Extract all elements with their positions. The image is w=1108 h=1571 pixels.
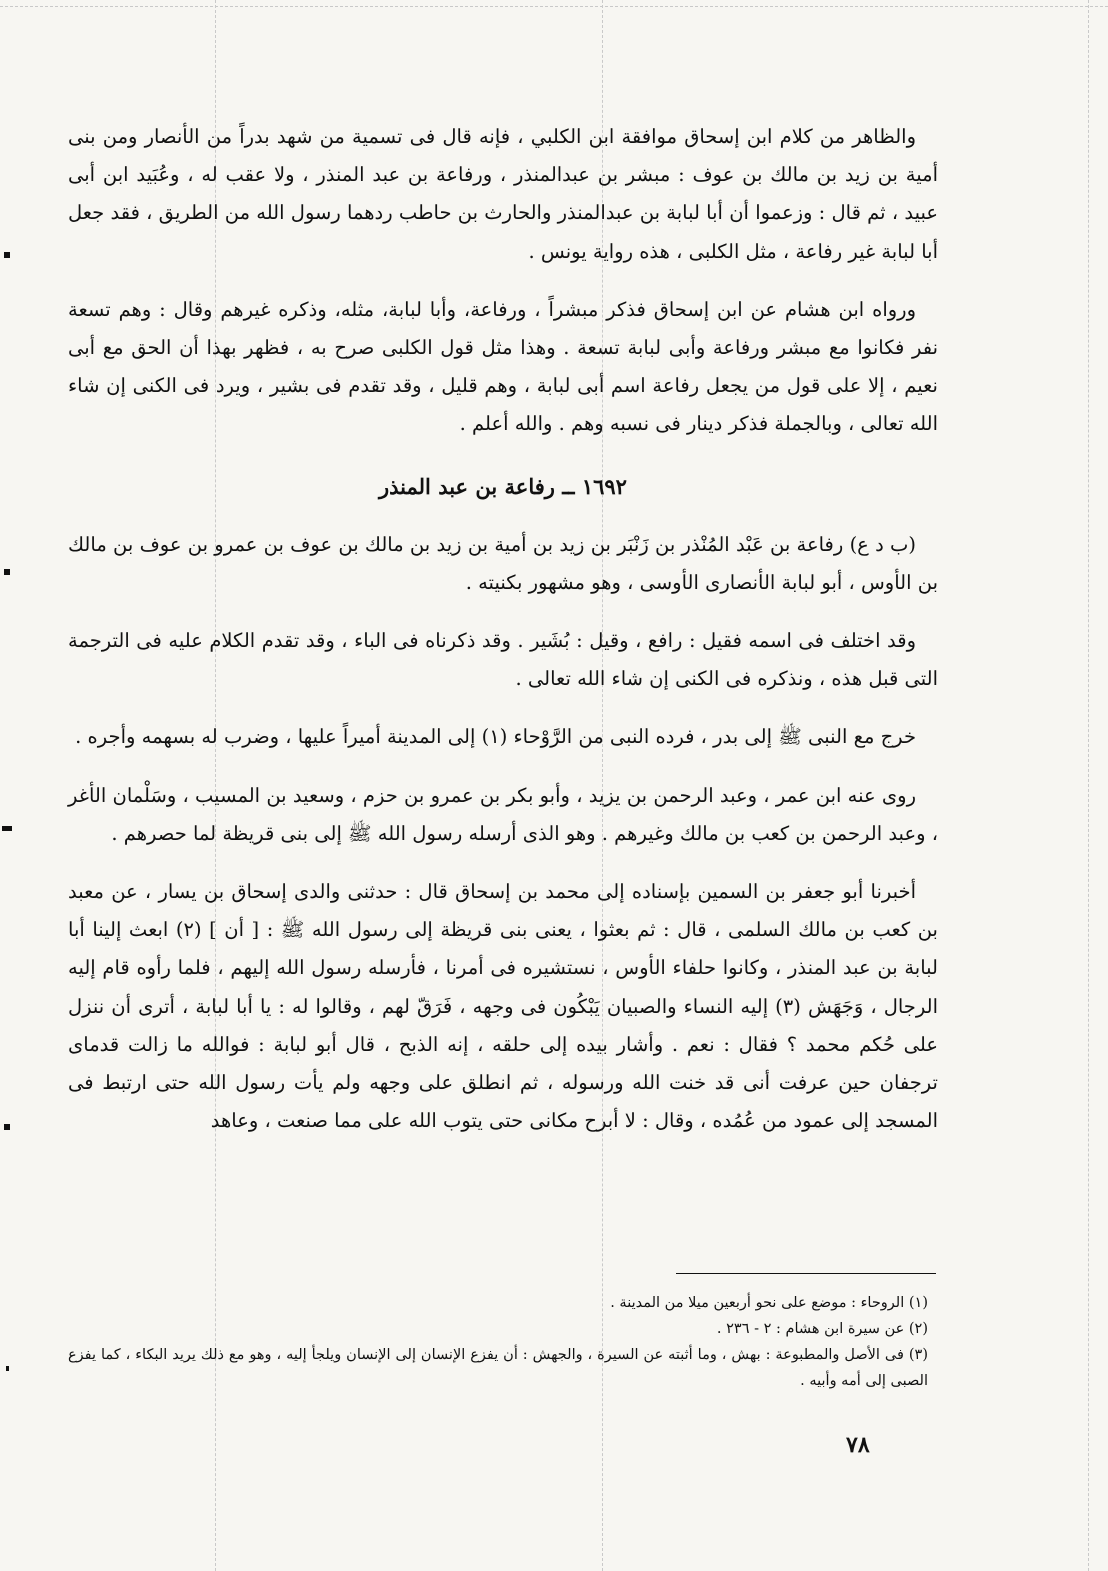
paragraph: روى عنه ابن عمر ، وعبد الرحمن بن يزيد ، وأبو بكر بن عمرو بن حزم ، وسعيد بن المسيب ، وسَلْمان الأغر ، وعبد الرحمن بن كعب بن مالك وغيرهم . وهو الذى أرسله رسول الله ﷺ إلى بنى قريظة لما حصرهم . <box>68 783 938 845</box>
entry-heading: ١٦٩٢ ــ رفاعة بن عبد المنذر <box>379 473 627 499</box>
scan-guide <box>1088 0 1089 1571</box>
footnote: (٢) عن سيرة ابن هشام : ٢ - ٢٣٦ . <box>716 1321 928 1337</box>
margin-mark <box>4 252 10 258</box>
footnotes <box>68 1290 928 1394</box>
paragraph: والظاهر من كلام ابن إسحاق موافقة ابن الكلبي ، فإنه قال فى تسمية من شهد بدراً من الأنصار ومن بنى أمية بن زيد بن مالك بن عوف : مبشر بن عبدالمنذر ، ورفاعة بن عبد المنذر ، ولا عقب له ، وعُبَيد ابن أبى عبيد ، ثم قال : وزعموا أن أبا لبابة بن عبدالمنذر والحارث بن حاطب ردهما رسول الله من الطريق ، فقد جعل أبا لبابة غير رفاعة ، مثل الكلبى ، هذه رواية يونس . <box>68 125 938 263</box>
margin-mark <box>6 1366 9 1371</box>
page-body <box>68 118 938 1140</box>
footnote: (٣) فى الأصل والمطبوعة : بهش ، وما أثبته عن السيرة ، والجهش : أن يفزع الإنسان إلى الإنسان ويلجأ إليه ، وهو مع ذلك يريد البكاء ، كما يفزع الصبى إلى أمه وأبيه . <box>68 1347 928 1389</box>
footnote: (١) الروحاء : موضع على نحو أربعين ميلا من المدينة . <box>610 1295 928 1311</box>
paragraph: خرج مع النبى ﷺ إلى بدر ، فرده النبى من الرَّوْحاء (١) إلى المدينة أميراً عليها ، وضرب له بسهمه وأجره . <box>75 725 916 749</box>
paragraph: أخبرنا أبو جعفر بن السمين بإسناده إلى محمد بن إسحاق قال : حدثنى والدى إسحاق بن يسار ، عن معبد بن كعب بن مالك السلمى ، قال : ثم بعثوا ، يعنى بنى قريظة إلى رسول الله ﷺ : [ أن ] (٢) ابعث إلينا أبا لبابة بن عبد المنذر ، وكانوا حلفاء الأوس ، نستشيره فى أمرنا ، فأرسله رسول الله إليهم ، فلما رأوه قام إليه الرجال ، وَجَهَش (٣) إليه النساء والصبيان يَبْكُون فى وجهه ، فَرَقّ لهم ، وقالوا له : يا أبا لبابة ، أترى أن ننزل على حُكم محمد ؟ فقال : نعم . وأشار بيده إلى حلقه ، إنه الذبح ، قال أبو لبابة : فوالله ما زالت قدماى ترجفان حين عرفت أنى قد خنت الله ورسوله ، ثم انطلق على وجهه ولم يأت رسول الله حتى ارتبط فى المسجد إلى عمود من عُمُده ، وقال : لا أبرح مكانى حتى يتوب الله على مما صنعت ، وعاهد <box>68 880 938 1133</box>
paragraph: وقد اختلف فى اسمه فقيل : رافع ، وقيل : بُشَير . وقد ذكرناه فى الباء ، وقد تقدم الكلام عليه فى الترجمة التى قبل هذه ، ونذكره فى الكنى إن شاء الله تعالى . <box>68 629 938 691</box>
paragraph: (ب د ع) رفاعة بن عَبْد المُنْذر بن زَنْبَر بن زيد بن أمية بن زيد بن مالك بن عوف بن عمرو بن عوف بن مالك بن الأوس ، أبو لبابة الأنصارى الأوسى ، وهو مشهور بكنيته . <box>68 532 938 594</box>
scan-guide <box>0 6 1108 7</box>
margin-mark <box>4 1124 10 1130</box>
footnote-divider <box>676 1273 936 1274</box>
margin-mark <box>4 569 10 575</box>
page-number: ٧٨ <box>846 1432 870 1458</box>
margin-mark <box>2 826 12 831</box>
paragraph: ورواه ابن هشام عن ابن إسحاق فذكر مبشراً ، ورفاعة، وأبا لبابة، مثله، وذكره غيرهم وقال : وهم تسعة نفر فكانوا مع مبشر ورفاعة وأبى لبابة تسعة . وهذا مثل قول الكلبى صرح به ، فظهر بهذا أن الحق مع أبى نعيم ، إلا على قول من يجعل رفاعة اسم أبى لبابة ، وهم قليل ، وقد تقدم فى بشير ، ويرد فى الكنى إن شاء الله تعالى ، وبالجملة فذكر دينار فى نسبه وهم . والله أعلم . <box>68 297 938 436</box>
